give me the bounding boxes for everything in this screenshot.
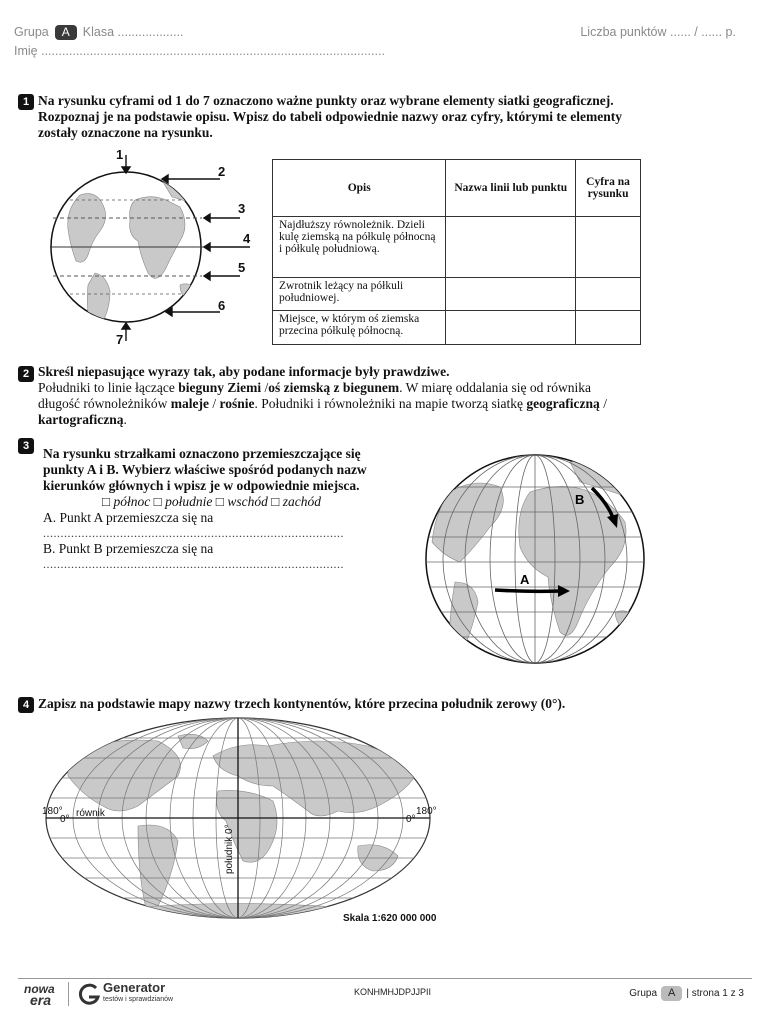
table-header-nazwa: Nazwa linii lub punktu xyxy=(446,160,576,217)
question-2-text: Skreśl niepasujące wyrazy tak, aby podane informacje były prawdziwe. Południki to linie łączące bieguny Ziemi /oś ziemską z biegunem. W miarę oddalania się od równika długość równoleżników maleje / rośnie. Południki i równoleżniki na mapie tworzą siatkę geograficzną / kartograficzną. xyxy=(38,364,607,427)
table-row-2-description: Zwrotnik leżący na półkuli południowej. xyxy=(273,278,446,311)
option-rosnie[interactable]: rośnie xyxy=(219,396,255,411)
table-row-3-digit-cell[interactable] xyxy=(576,311,641,345)
table-row-2-name-cell[interactable] xyxy=(446,278,576,311)
question-1-table xyxy=(272,159,641,345)
label-2: 2 xyxy=(218,164,226,179)
footer-group-badge: A xyxy=(661,986,682,1001)
name-field: Imię ................................................................................................... xyxy=(14,44,385,58)
table-row-3-description: Miejsce, w którym oś ziemska przecina półkulę północną. xyxy=(273,311,446,345)
option-maleje[interactable]: maleje xyxy=(170,396,209,411)
points-field: Liczba punktów ...... / ...... p. xyxy=(580,25,736,39)
label-1: 1 xyxy=(116,147,124,162)
point-a-label: A xyxy=(520,572,530,587)
label-4: 4 xyxy=(243,231,251,246)
map-label-meridian: południk 0° xyxy=(224,824,235,874)
table-row-1-description: Najdłuższy równoleżnik. Dzieli kulę ziemską na półkulę północną i półkulę południową. xyxy=(273,217,446,278)
footer-page-info: Grupa A | strona 1 z 3 xyxy=(629,987,744,999)
table-row-1-name-cell[interactable] xyxy=(446,217,576,278)
table-row-2-digit-cell[interactable] xyxy=(576,278,641,311)
table-row-1-digit-cell[interactable] xyxy=(576,217,641,278)
question-1-text: Na rysunku cyframi od 1 do 7 oznaczono ważne punkty oraz wybrane elementy siatki geograficznej. Rozpoznaj je na podstawie opisu. Wpisz do tabeli odpowiednie nazwy oraz cyfry, którymi te elementy zostały oznaczone na rysunku. xyxy=(38,93,622,140)
document-code: KONHMHJDPJJPII xyxy=(354,987,432,997)
globe-diagram-q1 xyxy=(40,145,270,345)
question-2-number: 2 xyxy=(18,366,34,382)
point-b-answer-line[interactable]: ...................................................................................... xyxy=(43,557,344,571)
option-bieguny-ziemi[interactable]: bieguny Ziemi xyxy=(178,380,262,395)
world-map-q4 xyxy=(38,716,448,926)
map-label-right-0: 0° xyxy=(406,814,416,825)
point-b-label: B xyxy=(575,492,585,507)
question-3-number: 3 xyxy=(18,438,34,454)
map-label-left-180: 180° xyxy=(42,806,63,817)
nowa-era-logo: nowa era xyxy=(24,982,55,1008)
table-header-cyfra: Cyfra na rysunku xyxy=(576,160,641,217)
option-os-ziemska[interactable]: oś ziemską z biegunem xyxy=(268,380,400,395)
map-label-equator: równik xyxy=(76,808,105,819)
table-row-3-name-cell[interactable] xyxy=(446,311,576,345)
label-6: 6 xyxy=(218,298,226,313)
map-label-right-180: 180° xyxy=(416,806,437,817)
generator-g-icon xyxy=(78,983,100,1005)
question-1-number: 1 xyxy=(18,94,34,110)
globe-diagram-q3 xyxy=(420,452,650,668)
point-a-prompt: A. Punkt A przemieszcza się na xyxy=(43,510,214,525)
direction-options[interactable]: □ północ □ południe □ wschód □ zachód xyxy=(102,494,321,509)
label-5: 5 xyxy=(238,260,246,275)
question-3-text: Na rysunku strzałkami oznaczono przemieszczające się punkty A i B. Wybierz właściwe spośród podanych nazw kierunków głównych i wpisz je w odpowiednie miejsca. xyxy=(43,446,367,493)
map-scale: Skala 1:620 000 000 xyxy=(343,913,437,924)
question-4-text: Zapisz na podstawie mapy nazwy trzech kontynentów, które przecina południk zerowy (0°). xyxy=(38,696,566,711)
group-badge: A xyxy=(55,25,77,40)
table-header-opis: Opis xyxy=(273,160,446,217)
footer-divider xyxy=(18,978,752,979)
map-label-left-0: 0° xyxy=(60,814,70,825)
generator-logo: Generator testów i sprawdzianów xyxy=(103,980,174,1003)
option-geograficzna[interactable]: geograficzną xyxy=(526,396,600,411)
point-b-prompt: B. Punkt B przemieszcza się na xyxy=(43,541,214,556)
option-kartograficzna[interactable]: kartograficzną xyxy=(38,412,124,427)
point-a-answer-line[interactable]: ...................................................................................... xyxy=(43,526,344,540)
label-7: 7 xyxy=(116,332,124,347)
label-3: 3 xyxy=(238,201,246,216)
question-4-number: 4 xyxy=(18,697,34,713)
logo-separator xyxy=(68,982,69,1006)
group-header: Grupa A Klasa ................... xyxy=(14,25,184,39)
